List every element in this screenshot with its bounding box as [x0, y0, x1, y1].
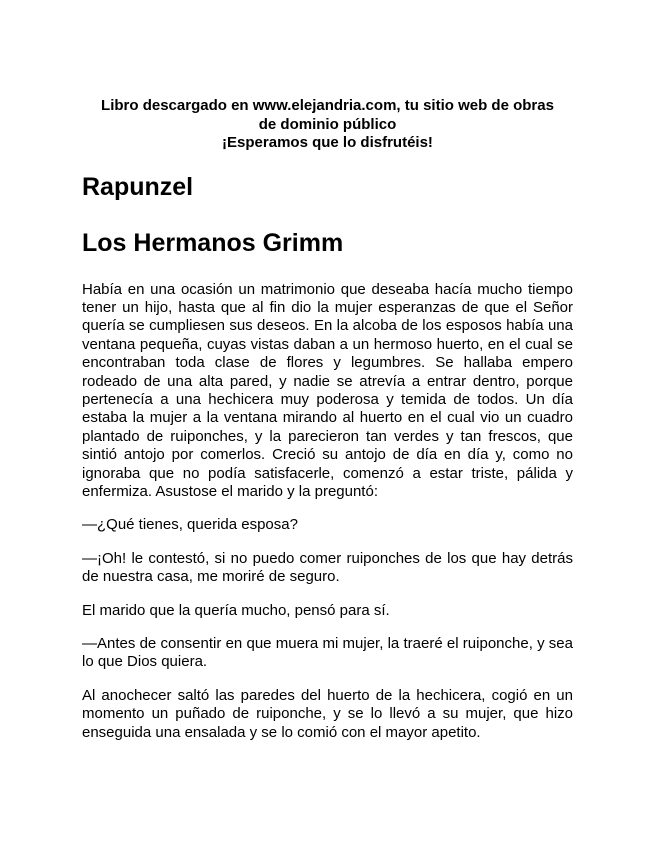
paragraph-2: —¿Qué tienes, querida esposa?	[82, 516, 298, 534]
paragraph-6: Al anochecer saltó las paredes del huerto de la hechicera, cogió en un momento un puñado de ruiponche, y se lo llevó a su mujer, que hizo enseguida una ensalada y se lo comió con el mayor apetito.	[82, 686, 573, 741]
paragraph-1: Había en una ocasión un matrimonio que deseaba hacía mucho tiempo tener un hijo, hasta que al fin dio la mujer esperanzas de que el Señor quería se cumpliesen sus deseos. En la alcoba de los esposos había una ventana pequeña, cuyas vistas daban a un hermoso huerto, en el cual se encontraban toda clase de flores y legumbres. Se hallaba empero rodeado de una alta pared, y nadie se atrevía a entrar dentro, porque pertenecía a una hechicera muy poderosa y temida de todos. Un día estaba la mujer a la ventana mirando al huerto en el cual vio un cuadro plantado de ruiponches, y la parecieron tan verdes y tan frescos, que sintió antojo por comerlos. Creció su antojo de día en día y, como no ignoraba que no podía satisfacerle, comenzó a estar triste, pálida y enfermiza. Asustose el marido y la preguntó:	[82, 280, 573, 500]
download-notice-line-2: de dominio público	[258, 115, 397, 133]
paragraph-3: —¡Oh! le contestó, si no puedo comer ruiponches de los que hay detrás de nuestra casa, me moriré de seguro.	[82, 549, 573, 586]
paragraph-4: El marido que la quería mucho, pensó para sí.	[82, 601, 390, 619]
download-notice-line-3: ¡Esperamos que lo disfrutéis!	[222, 134, 433, 151]
download-notice-line-1: Libro descargado en www.elejandria.com, tu sitio web de obras	[101, 97, 554, 114]
download-notice	[82, 97, 573, 153]
story-title: Rapunzel	[82, 172, 194, 201]
document-page	[82, 97, 573, 757]
paragraph-5: —Antes de consentir en que muera mi mujer, la traeré el ruiponche, y sea lo que Dios quiera.	[82, 635, 573, 671]
story-author: Los Hermanos Grimm	[82, 228, 344, 257]
